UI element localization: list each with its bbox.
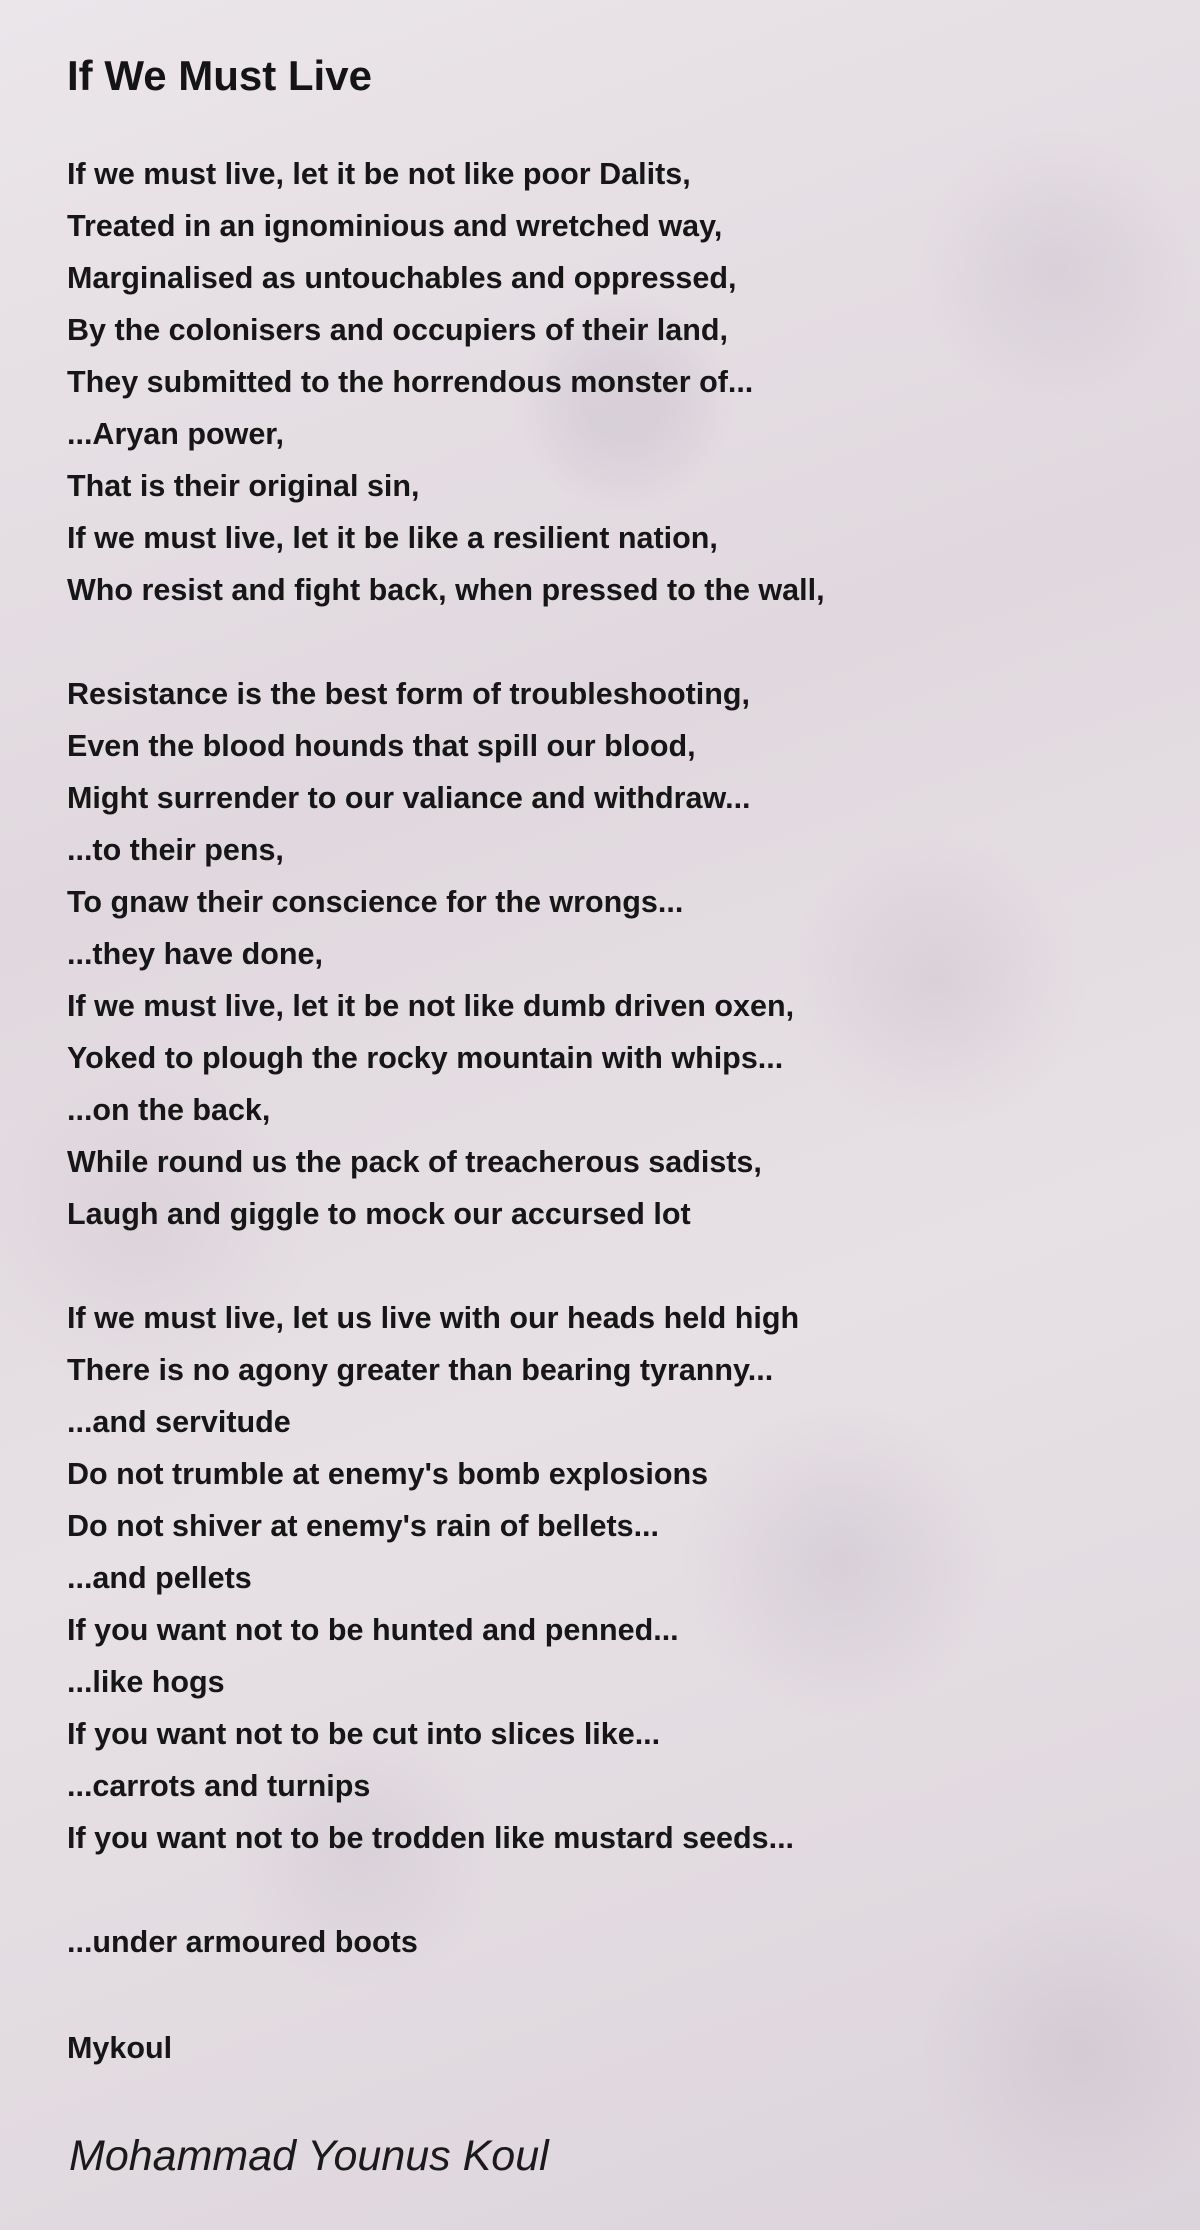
- poem-line: If we must live, let us live with our heads held high: [67, 1301, 800, 1335]
- poem-stanza: [67, 668, 1147, 1240]
- poem-line: ...on the back,: [67, 1093, 271, 1127]
- poem-line: If we must live, let it be not like poor Dalits,: [67, 157, 691, 191]
- poem-line: Treated in an ignominious and wretched way,: [67, 209, 723, 243]
- poem-stanza: [67, 1292, 1147, 1864]
- poem-line: ...carrots and turnips: [67, 1769, 371, 1803]
- poem-line: ...like hogs: [67, 1665, 225, 1699]
- poem-line: ...they have done,: [67, 937, 323, 971]
- poem-line: If we must live, let it be not like dumb driven oxen,: [67, 989, 795, 1023]
- poem-line: Even the blood hounds that spill our blood,: [67, 729, 696, 763]
- poem-line: If you want not to be hunted and penned...: [67, 1613, 679, 1647]
- poem-line: ...Aryan power,: [67, 417, 284, 451]
- poem-line: Resistance is the best form of troubleshooting,: [67, 677, 750, 711]
- poem-title: If We Must Live: [67, 52, 372, 99]
- poem-line: ...to their pens,: [67, 833, 284, 867]
- poem-line: While round us the pack of treacherous sadists,: [67, 1145, 762, 1179]
- poem-body: [67, 148, 1147, 2020]
- poem-stanza: [67, 148, 1147, 616]
- poem-line: If you want not to be cut into slices like...: [67, 1717, 661, 1751]
- poem-line: Yoked to plough the rocky mountain with whips...: [67, 1041, 784, 1075]
- poem-line: If you want not to be trodden like mustard seeds...: [67, 1821, 795, 1855]
- poem-line: ...and pellets: [67, 1561, 252, 1595]
- poem-line: Marginalised as untouchables and oppressed,: [67, 261, 737, 295]
- poem-author: Mohammad Younus Koul: [69, 2132, 549, 2180]
- poem-line: They submitted to the horrendous monster of...: [67, 365, 754, 399]
- poem-line: ...under armoured boots: [67, 1925, 418, 1959]
- poem-line: Do not trumble at enemy's bomb explosions: [67, 1457, 709, 1491]
- poem-line: To gnaw their conscience for the wrongs...: [67, 885, 684, 919]
- poem-line: That is their original sin,: [67, 469, 420, 503]
- poem-stanza: [67, 1916, 1147, 1968]
- poem-line: Who resist and fight back, when pressed to the wall,: [67, 573, 825, 607]
- poem-line: By the colonisers and occupiers of their land,: [67, 313, 728, 347]
- poem-line: Laugh and giggle to mock our accursed lot: [67, 1197, 691, 1231]
- poem-line: Do not shiver at enemy's rain of bellets...: [67, 1509, 659, 1543]
- poem-line: If we must live, let it be like a resilient nation,: [67, 521, 718, 555]
- poem-line: Might surrender to our valiance and withdraw...: [67, 781, 751, 815]
- poem-line: ...and servitude: [67, 1405, 291, 1439]
- poem-line: There is no agony greater than bearing tyranny...: [67, 1353, 774, 1387]
- poem-pen-name: Mykoul: [67, 2031, 173, 2065]
